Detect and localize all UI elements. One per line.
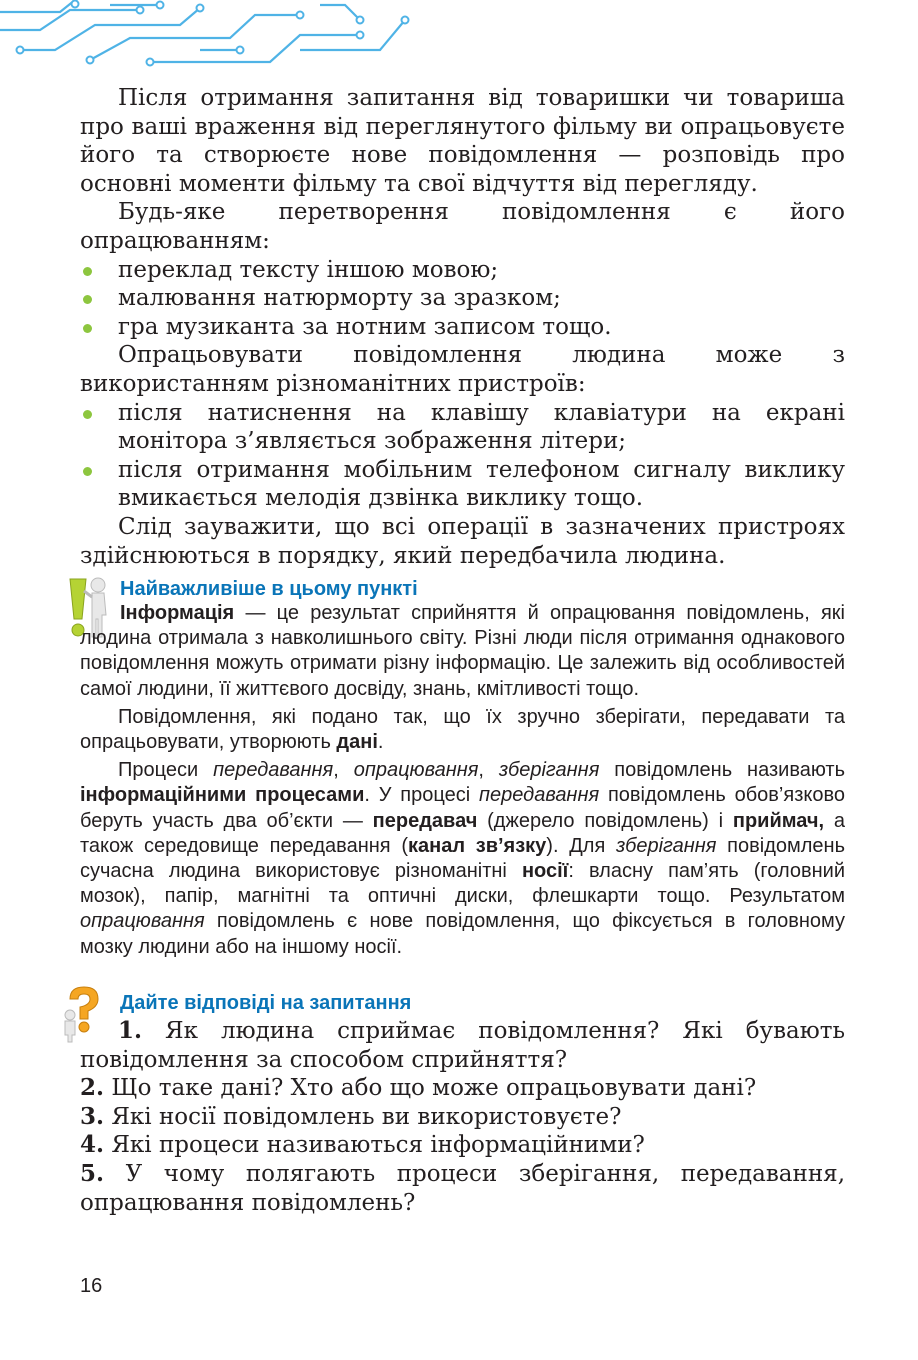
summary-block (80, 601, 845, 963)
bullet-icon (83, 410, 92, 419)
question-item: 5. У чому полягають процеси зберігання, передавання, опрацювання повідомлень? (80, 1159, 845, 1216)
summary-paragraph: Інформація — це результат сприйняття й опрацювання повідомлень, які людина отримала з навколишнього світу. Різні люди після отримання однакового повідомлення можуть отримати різну інформацію. Це залежить від особливостей самої людини, її життєвого досвіду, знань, кмітливості тощо. (80, 602, 845, 700)
list-item: після натиснення на клавішу клавіатури на екрані монітора з’являється зображення літери; (80, 399, 845, 456)
question-item: 2. Що таке дані? Хто або що може опрацьовувати дані? (80, 1074, 757, 1102)
top-text-block (80, 84, 845, 570)
questions-block (80, 1017, 845, 1217)
list-item: малювання натюрморту за зразком; (80, 284, 845, 313)
summary-heading: Найважливіше в цьому пункті (120, 578, 418, 600)
circuit-decoration (0, 0, 430, 75)
page-number: 16 (80, 1275, 103, 1297)
list-item: гра музиканта за нотним записом тощо. (80, 313, 845, 342)
paragraph: Будь-яке перетворення повідомлення є його опрацюванням: (80, 199, 845, 254)
questions-heading: Дайте відповіді на запитання (120, 992, 412, 1014)
bullet-icon (83, 324, 92, 333)
bullet-icon (83, 295, 92, 304)
bullet-icon (83, 467, 92, 476)
list-item: після отримання мобільним телефоном сигналу виклику вмикається мелодія дзвінка виклику тощо. (80, 456, 845, 513)
question-item: 4. Які процеси називаються інформаційними? (80, 1131, 645, 1159)
question-item: 1. Як людина сприймає повідомлення? Які бувають повідомлення за способом сприйняття? (80, 1017, 845, 1073)
question-item: 3. Які носії повідомлень ви використовуєте? (80, 1102, 622, 1130)
summary-paragraph: Повідомлення, які подано так, що їх зручно зберігати, передавати та опрацьовувати, утворюють дані. (80, 705, 845, 754)
list-item: переклад тексту іншою мовою; (80, 256, 845, 285)
summary-paragraph: Процеси передавання, опрацювання, зберігання повідомлень називають інформаційними процесами. У процесі передавання повідомлень обов’язково беруть участь два об’єкти — передавач (джерело повідомлень) і приймач, а також середовище передавання (канал зв’язку). Для зберігання повідомлень сучасна людина використовує різноманітні носії: власну пам’ять (головний мозок), папір, магнітні та оптичні диски, флешкарти тощо. Результатом опрацювання повідомлень є нове повідомлення, що фіксується в головному мозку людини або на іншому носії. (80, 759, 846, 958)
paragraph: Слід зауважити, що всі операції в зазначених пристроях здійснюються в порядку, який передбачила людина. (80, 513, 845, 569)
paragraph: Після отримання запитання від товаришки чи товариша про ваші враження від переглянутого фільму ви опрацьовуєте його та створюєте нове повідомлення — розповідь про основні моменти фільму та свої відчуття від перегляду. (80, 85, 845, 197)
paragraph: Опрацьовувати повідомлення людина може з використанням різноманітних пристроїв: (80, 342, 845, 397)
bullet-icon (83, 267, 92, 276)
